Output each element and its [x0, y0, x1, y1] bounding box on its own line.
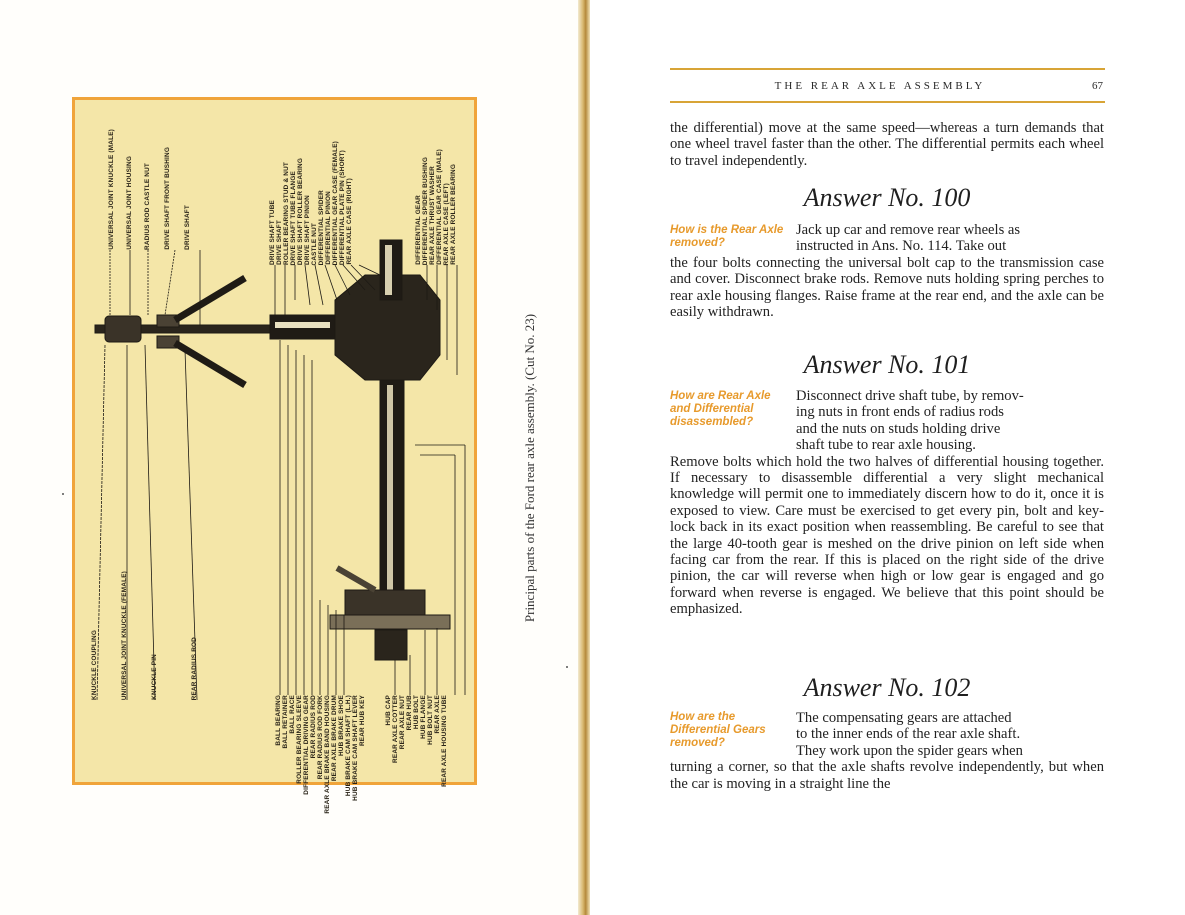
figure-label: DRIVE SHAFT	[276, 220, 283, 265]
figure-label: DIFFERENTIAL GEAR CASE (FEMALE)	[332, 140, 339, 265]
figure-label: DRIVE SHAFT	[184, 205, 191, 250]
answer-line: shaft tube to rear axle housing.	[796, 437, 976, 454]
figure-label: REAR AXLE BRAKE BAND HOUSING	[324, 695, 331, 814]
answer-body-102	[670, 710, 1104, 792]
answer-rest: the four bolts connecting the universal bolt cap to the transmission case and cover. Disconnect brake rods. Remove nuts holding spring perches to rear axle housing flanges. Raise frame at the rear end, and the axle can be easily withdrawn.	[670, 254, 1104, 321]
figure-label: REAR RADIUS ROD FORK	[317, 695, 324, 780]
figure-label: RADIUS ROD CASTLE NUT	[144, 163, 151, 250]
answer-line: ing nuts in front ends of radius rods	[796, 404, 1004, 421]
figure-caption: Principal parts of the Ford rear axle assembly. (Cut No. 23)	[522, 313, 537, 623]
answer-body-100	[670, 222, 1104, 320]
figure-label: DRIVE SHAFT TUBE FLANGE	[290, 170, 297, 265]
labels-bottom-left	[91, 570, 201, 700]
answer-line: Jack up car and remove rear wheels as	[796, 222, 1021, 238]
figure-label: HUB BOLT	[413, 695, 420, 730]
continuation-paragraph: the differential) move at the same speed—whereas a turn demands that one wheel travel faster than the other. The differential permits each wheel to travel independently.	[670, 120, 1104, 169]
page-number: 67	[1092, 80, 1103, 92]
page-header	[670, 68, 1105, 104]
figure-label: REAR HUB KEY	[359, 695, 366, 747]
figure-label: KNUCKLE PIN	[151, 654, 158, 700]
figure-label: ROLLER BEARING STUD & NUT	[283, 162, 290, 265]
figure-label: HUB CAP	[385, 695, 392, 726]
figure-label: REAR AXLE NUT	[399, 695, 406, 750]
answer-title-102: Answer No. 102	[803, 673, 971, 702]
figure-label: HUB BOLT NUT	[427, 695, 434, 745]
answer-line: instructed in Ans. No. 114. Take out	[796, 238, 1007, 255]
figure-label: REAR AXLE ROLLER BEARING	[450, 164, 457, 265]
figure-label: DRIVE SHAFT ROLLER BEARING	[297, 157, 304, 265]
figure-label: REAR AXLE COTTER	[392, 695, 399, 763]
margin-question-102: How are the Differential Gears removed?	[670, 711, 766, 749]
answer-rest: turning a corner, so that the axle shafts revolve independently, but when the car is moving in a straight line the	[670, 759, 1104, 792]
answer-line: Disconnect drive shaft tube, by remov-	[796, 388, 1024, 404]
margin-question-101: How are Rear Axle and Differential disassembled?	[670, 390, 771, 428]
figure-label: BALL BEARING	[275, 695, 282, 746]
figure-label: REAR AXLE THRUST WASHER	[429, 166, 436, 265]
figure-label: UNIVERSAL JOINT HOUSING	[126, 156, 133, 250]
figure-label: REAR RADIUS ROD	[191, 636, 198, 700]
figure-label: UNIVERSAL JOINT KNUCKLE (MALE)	[108, 129, 115, 250]
figure-label: ROLLER BEARING SLEEVE	[296, 695, 303, 784]
scan-speck	[566, 666, 568, 668]
figure-label: CASTLE NUT	[311, 222, 318, 265]
answer-rest: Remove bolts which hold the two halves of differential housing together. If necessary to disassemble differential a very slight mechanical knowledge will permit one to immediately discern how to do it, once it is exposed to view. Care must be exercised to get every pin, bolt and key-lock back in its exact position when reassembling. Be careful to see that the large 40-tooth gear is meshed on the drive pinion on left side when facing car from the rear. If this is placed on the right side of the drive pinion, the car will reverse when high or low gear is engaged and go forward when reverse is engaged. We believe that this point should be emphasized.	[670, 453, 1104, 618]
header-rule-bottom	[670, 101, 1105, 103]
rear-axle-figure	[72, 97, 477, 814]
answer-body-101	[670, 388, 1104, 618]
figure-label: DIFFERENTIAL PINION	[325, 191, 332, 265]
figure-label: DIFFERENTIAL GEAR	[415, 195, 422, 265]
labels-top-right-2	[415, 130, 457, 265]
answer-title-100: Answer No. 100	[803, 183, 971, 212]
labels-bottom-right-2	[385, 695, 448, 787]
figure-label: BALL RETAINER	[282, 695, 289, 749]
figure-label: HUB BRAKE CAM SHAFT (L.H.)	[345, 695, 352, 797]
figure-label: DRIVE SHAFT FRONT BUSHING	[164, 147, 171, 250]
scan-speck	[62, 493, 64, 495]
header-rule-top	[670, 68, 1105, 70]
answer-line: and the nuts on studs holding drive	[796, 420, 1001, 437]
figure-label: DIFFERENTIAL SPIDER	[318, 189, 325, 265]
running-head: THE REAR AXLE ASSEMBLY	[774, 80, 986, 92]
margin-question-100: How is the Rear Axle removed?	[670, 224, 784, 249]
figure-label: HUB BRAKE SHOE	[338, 695, 345, 757]
figure-label: KNUCKLE COUPLING	[91, 630, 98, 700]
left-page	[0, 0, 580, 915]
figure-label: DRIVE SHAFT PINION	[304, 195, 311, 265]
answer-line: They work upon the spider gears when	[796, 742, 1023, 759]
figure-label: REAR AXLE	[434, 695, 441, 734]
figure-label: UNIVERSAL JOINT KNUCKLE (FEMALE)	[121, 570, 128, 700]
figure-label: DRIVE SHAFT TUBE	[269, 200, 276, 265]
answer-line: to the inner ends of the rear axle shaft.	[796, 726, 1021, 743]
figure-label: REAR RADIUS ROD	[310, 695, 317, 759]
figure-label: REAR AXLE CASE (RIGHT)	[346, 178, 353, 265]
figure-label: HUB FLANGE	[420, 695, 427, 739]
right-page	[590, 0, 1185, 915]
figure-label: REAR AXLE BRAKE DRUM	[331, 695, 338, 782]
answer-line: The compensating gears are attached	[796, 710, 1012, 726]
figure-label: HUB BRAKE CAM SHAFT LEVER	[352, 695, 359, 801]
figure-label: DIFFERENTIAL GEAR CASE (MALE)	[436, 149, 443, 265]
answer-title-101: Answer No. 101	[803, 350, 971, 379]
figure-label: BALL RACE	[289, 695, 296, 734]
figure-label: DIFFERENTIAL PLATE PIN (SHORT)	[339, 149, 346, 265]
figure-label: REAR AXLE HOUSING TUBE	[441, 695, 448, 787]
figure-label: REAR HUB	[406, 695, 413, 731]
labels-top-right-1	[269, 130, 353, 265]
figure-label: DIFFERENTIAL DRIVING GEAR	[303, 695, 310, 795]
figure-label: REAR AXLE CASE (LEFT)	[443, 182, 450, 265]
figure-label: DIFFERENTIAL SPIDER BUSHING	[422, 156, 429, 265]
labels-bottom-right-1	[275, 695, 366, 814]
labels-top-left	[108, 129, 194, 250]
